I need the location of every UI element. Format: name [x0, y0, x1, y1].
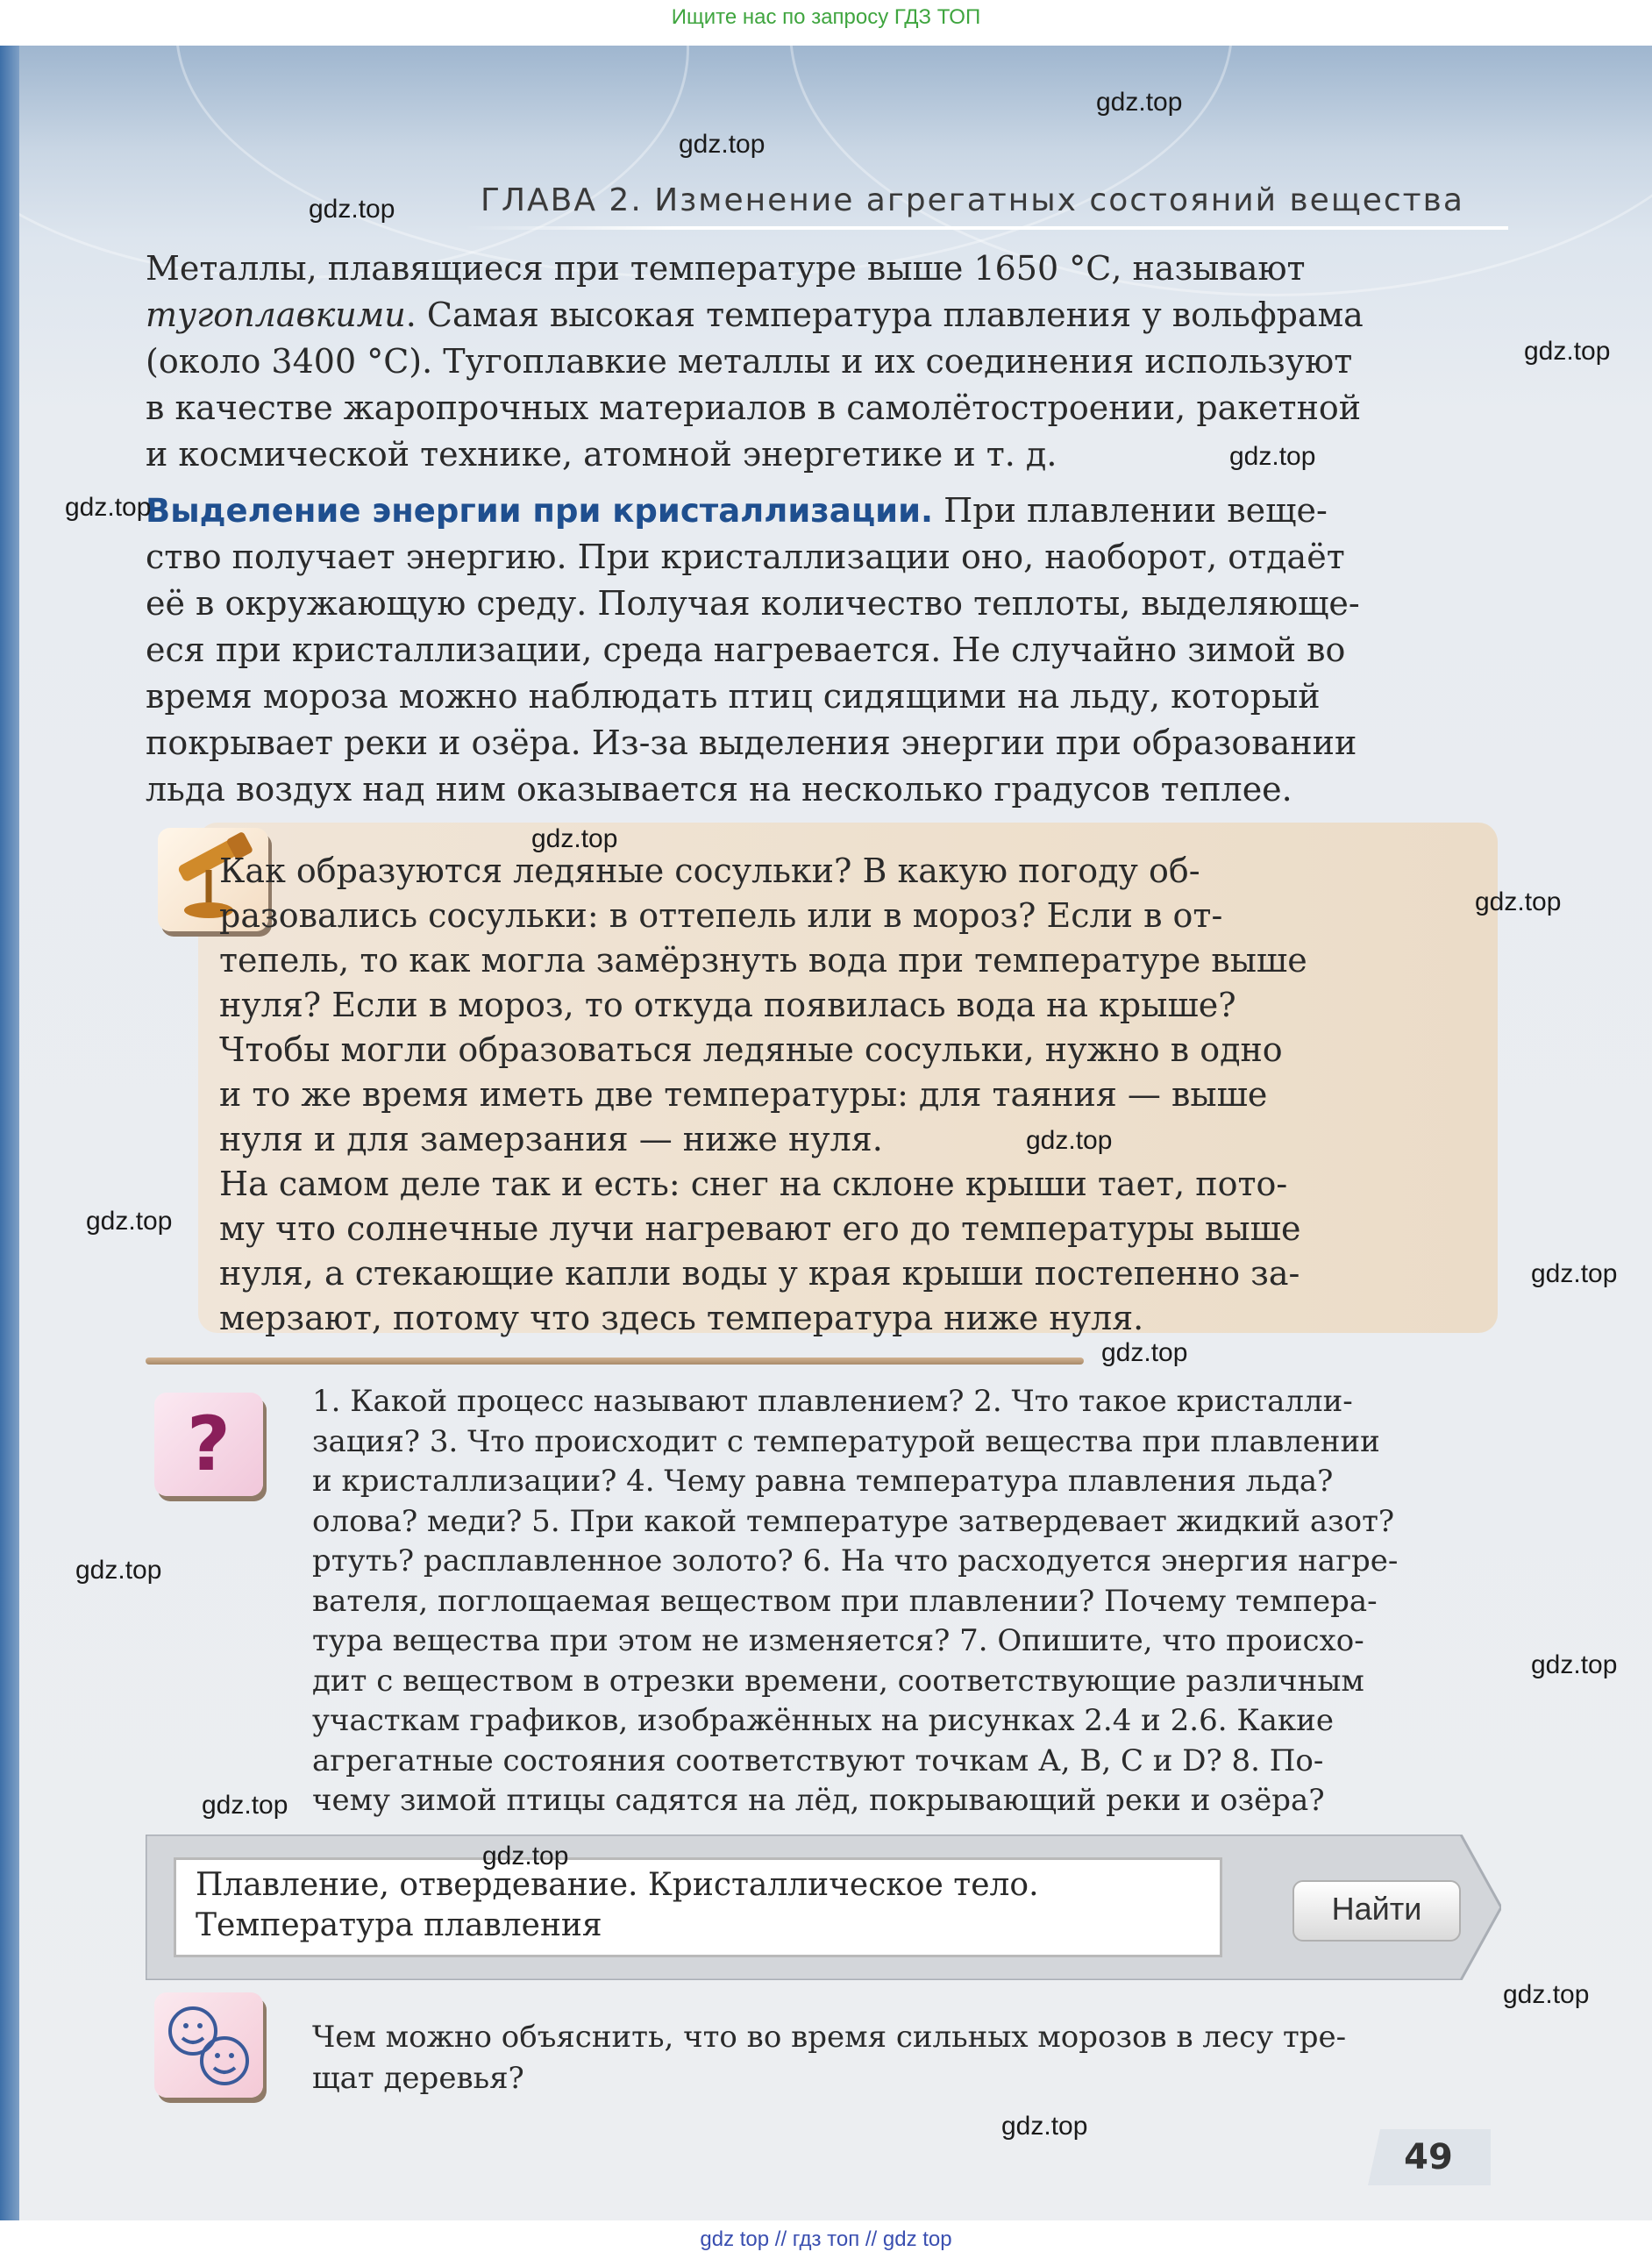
icicles-callout-text [219, 849, 1459, 1341]
paragraph-line [146, 488, 1501, 534]
watermark: gdz.top [1503, 1980, 1590, 2009]
paragraph-line: время мороза можно наблюдать птиц сидящими на льду, который [146, 677, 1321, 716]
question-line: чему зимой птицы садятся на лёд, покрывающий реки и озёра? [312, 1783, 1325, 1818]
question-line: тура вещества при этом не изменяется? 7. Опишите, что происхо- [312, 1623, 1364, 1658]
watermark: gdz.top [1531, 1650, 1618, 1679]
callout-line: нуля, а стекающие капли воды у края крыши постепенно за- [219, 1254, 1300, 1293]
watermark: gdz.top [1101, 1338, 1188, 1367]
paragraph-line: еся при кристаллизации, среда нагревается. Не случайно зимой во [146, 631, 1346, 669]
question-line: дит с веществом в отрезки времени, соответствующие различным [312, 1663, 1364, 1699]
question-mark-glyph: ? [187, 1400, 231, 1488]
callout-line: Как образуются ледяные сосульки? В какую погоду об- [219, 852, 1200, 890]
paragraph-line: покрывает реки и озёра. Из-за выделения энергии при образовании [146, 723, 1357, 762]
callout-line: разовались сосульки: в оттепель или в мороз? Если в от- [219, 896, 1223, 935]
watermark: gdz.top [1096, 88, 1183, 117]
search-keyword-line: Температура плавления [196, 1907, 602, 1943]
paragraph-line [146, 292, 1501, 338]
watermark: gdz.top [1026, 1126, 1113, 1155]
paragraph-line: Металлы, плавящиеся при температуре выше 1650 °С, называют [146, 249, 1306, 288]
callout-line: нуля и для замерзания — ниже нуля. [219, 1120, 883, 1158]
review-questions [312, 1382, 1498, 1821]
question-mark-icon [154, 1393, 263, 1496]
watermark: gdz.top [202, 1791, 288, 1820]
header-underline [465, 226, 1508, 230]
paragraph-line: и космической технике, атомной энергетике и т. д. [146, 435, 1057, 474]
paragraph-line: (около 3400 °С). Тугоплавкие металлы и их соединения используют [146, 342, 1353, 381]
paragraph-line: льда воздух над ним оказывается на несколько градусов теплее. [146, 770, 1292, 809]
paragraph-line-rest: . Самая высокая температура плавления у вольфрама [405, 296, 1364, 334]
watermark: gdz.top [1524, 337, 1611, 366]
paragraph-line: ство получает энергию. При кристаллизации оно, наоборот, отдаёт [146, 538, 1345, 576]
paragraph-line-rest: При плавлении веще- [933, 491, 1328, 530]
watermark: gdz.top [309, 195, 395, 224]
paragraph-line: в качестве жаропрочных материалов в самолётостроении, ракетной [146, 388, 1362, 427]
watermark: gdz.top [86, 1207, 173, 1236]
question-line: 1. Какой процесс называют плавлением? 2. Что такое кристалли- [312, 1384, 1353, 1419]
page-number: 49 [1404, 2137, 1453, 2177]
question-line: и кристаллизации? 4. Чему равна температура плавления льда? [312, 1464, 1334, 1499]
chapter-header: ГЛАВА 2. Изменение агрегатных состояний вещества [481, 182, 1464, 218]
search-keyword-line: Плавление, отвердевание. Кристаллическое тело. [196, 1867, 1039, 1903]
question-line: участкам графиков, изображённых на рисунках 2.4 и 2.6. Какие [312, 1703, 1334, 1738]
page-edge [0, 46, 19, 2220]
watermark: gdz.top [482, 1842, 569, 1871]
think-line: Чем можно объяснить, что во время сильных морозов в лесу тре- [312, 2020, 1347, 2055]
thinking-question [312, 2017, 1498, 2099]
question-line: вателя, поглощаемая веществом при плавлении? Почему темпера- [312, 1583, 1378, 1619]
find-button[interactable]: Найти [1292, 1880, 1461, 1942]
callout-line: му что солнечные лучи нагревают его до температуры выше [219, 1209, 1301, 1248]
footer-watermark: gdz top // гдз топ // gdz top [700, 2227, 952, 2251]
search-keywords-field[interactable] [174, 1857, 1222, 1957]
callout-line: мерзают, потому что здесь температура ниже нуля. [219, 1299, 1144, 1337]
callout-line: тепель, то как могла замёрзнуть вода при температуре выше [219, 941, 1307, 980]
think-line: щат деревья? [312, 2061, 524, 2096]
watermark: gdz.top [1475, 887, 1562, 916]
callout-line: нуля? Если в мороз, то откуда появилась вода на крыше? [219, 986, 1236, 1024]
section-heading: Выделение энергии при кристаллизации. [146, 492, 934, 530]
watermark: gdz.top [1229, 442, 1316, 471]
italic-term: тугоплавкими [146, 296, 406, 334]
watermark: gdz.top [531, 824, 618, 853]
question-line: олова? меди? 5. При какой температуре затвердевает жидкий азот? [312, 1503, 1395, 1539]
question-line: ртуть? расплавленное золото? 6. На что расходуется энергия нагре- [312, 1543, 1399, 1578]
paragraph-crystallization [146, 488, 1501, 813]
callout-line: Чтобы могли образоваться ледяные сосульки, нужно в одно [219, 1030, 1283, 1069]
watermark: gdz.top [679, 130, 765, 159]
watermark: gdz.top [1531, 1259, 1618, 1288]
watermark: gdz.top [65, 493, 152, 522]
paragraph-line: её в окружающую среду. Получая количество теплоты, выделяюще- [146, 584, 1360, 623]
section-divider [146, 1358, 1084, 1365]
top-banner: Ищите нас по запросу ГДЗ ТОП [671, 5, 981, 29]
callout-line: На самом деле так и есть: снег на склоне крыши тает, пото- [219, 1165, 1288, 1203]
faces-icon [154, 1992, 263, 2098]
question-line: агрегатные состояния соответствуют точкам А, В, С и D? 8. По- [312, 1742, 1324, 1778]
watermark: gdz.top [75, 1556, 162, 1585]
watermark: gdz.top [1001, 2112, 1088, 2141]
callout-line: и то же время иметь две температуры: для таяния — выше [219, 1075, 1268, 1114]
question-line: зация? 3. Что происходит с температурой вещества при плавлении [312, 1423, 1380, 1459]
